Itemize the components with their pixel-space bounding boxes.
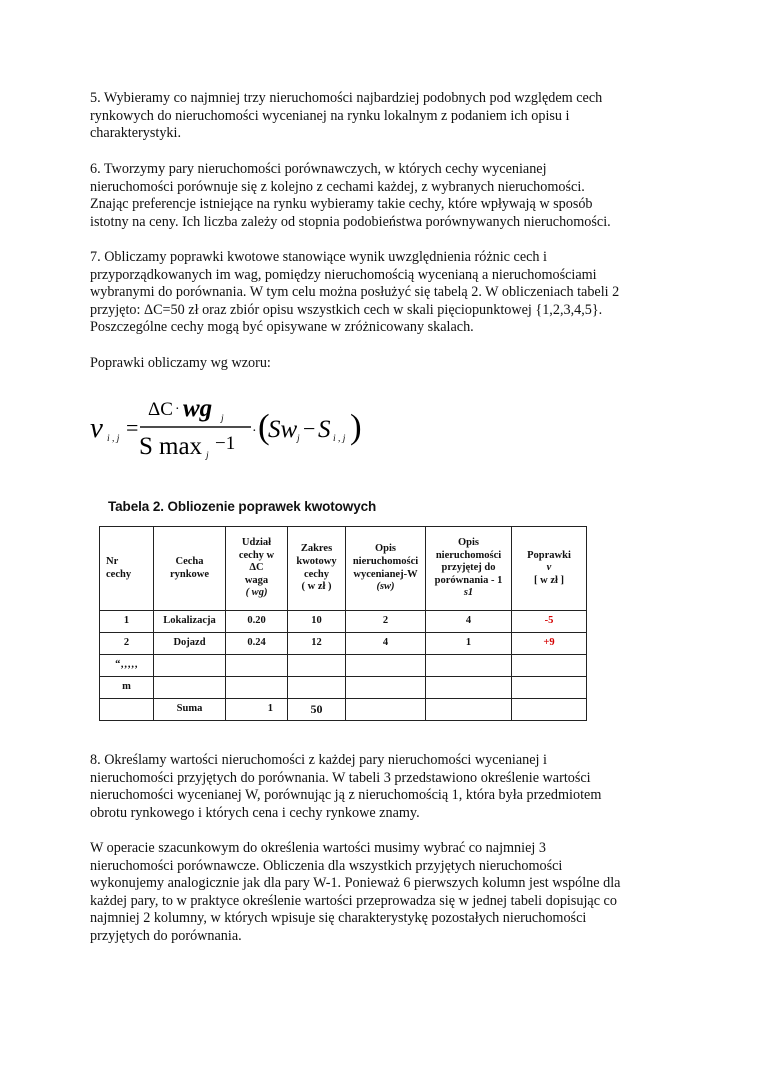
cell-waga [226, 677, 288, 699]
formula-paren-close: ) [350, 407, 362, 446]
cell-s1: 1 [426, 633, 512, 655]
formula-wg: wg [183, 395, 213, 422]
table-row [100, 677, 587, 699]
cell-nr: “‚‚‚‚‚ [100, 655, 154, 677]
cell-s1 [426, 677, 512, 699]
cell-poprawka: -5 [512, 611, 587, 633]
cell-sw [346, 699, 426, 721]
cell-suma-waga: 1 [226, 699, 288, 721]
cell-cecha [154, 677, 226, 699]
header-opis-przyjetej: Opis nieruchomości przyjętej do porównania - 1 s1 [426, 527, 512, 611]
formula-v-sub: i , j [107, 434, 120, 444]
formula [90, 392, 390, 462]
formula-minus-one: −1 [215, 433, 236, 454]
formula-s: S [139, 433, 153, 460]
table-header-row [100, 527, 587, 611]
paragraph-step-5: 5. Wybieramy co najmniej trzy nieruchomości najbardziej podobnych pod względem cech rynkowych do nieruchomości wycenianej na rynku lokalnym z podaniem ich opisu i charakterystyki. [90, 90, 603, 142]
cell-poprawka [512, 677, 587, 699]
table-row [100, 655, 587, 677]
formula-paren-open: ( [258, 407, 270, 446]
formula-s-ij: S [318, 416, 331, 443]
table-title: Tabela 2. Obliozenie poprawek kwotowych [108, 499, 377, 514]
header-cecha-rynkowe: Cecha rynkowe [154, 527, 226, 611]
formula-dot-2: · [252, 424, 257, 439]
table-row-sum [100, 699, 587, 721]
formula-intro: Poprawki obliczamy wg wzoru: [90, 355, 271, 371]
formula-max-sub: j [206, 451, 209, 461]
cell-poprawka [512, 699, 587, 721]
cell-sw [346, 677, 426, 699]
table-row [100, 633, 587, 655]
formula-dot-1: · [175, 402, 180, 417]
cell-cecha: Dojazd [154, 633, 226, 655]
paragraph-step-6: 6. Tworzymy pary nieruchomości porównawczych, w których cechy wycenianej nieruchomości porównuje się z kolejno z cechami każdej, z wybranych nieruchomości. Znając preferencje istniejące na rynku wybieramy takie cechy, które wpływają w sposób istotny na ceny. Ich liczba zależy od stopnia podobieństwa porównywanych nieruchomości. [90, 161, 611, 230]
header-nr-cechy: Nr cechy [100, 527, 154, 611]
header-opis-wycenianej: Opis nieruchomości wycenianej-W (sw) [346, 527, 426, 611]
formula-sw: Sw [268, 416, 298, 443]
cell-nr [100, 699, 154, 721]
table-row [100, 611, 587, 633]
cell-waga: 0.24 [226, 633, 288, 655]
cell-poprawka: +9 [512, 633, 587, 655]
header-udzial: Udział cechy w ΔC waga ( wg) [226, 527, 288, 611]
cell-cecha [154, 655, 226, 677]
formula-v: v [90, 412, 103, 444]
formula-minus: − [303, 416, 316, 441]
formula-equals: = [126, 415, 139, 440]
cell-zakres: 10 [288, 611, 346, 633]
cell-sw: 2 [346, 611, 426, 633]
formula-delta-c: ΔC [148, 399, 173, 420]
header-zakres: Zakres kwotowy cechy ( w zł ) [288, 527, 346, 611]
formula-wg-sub: j [221, 414, 224, 424]
formula-s-ij-sub: i , j [333, 434, 346, 444]
cell-nr: 2 [100, 633, 154, 655]
paragraph-operat: W operacie szacunkowym do określenia wartości musimy wybrać co najmniej 3 nieruchomości porównawcze. Obliczenia dla wszystkich przyjętych nieruchomości wykonujemy analogicznie jak dla pary W-1. Ponieważ 6 pierwszych kolumn jest wspólne dla każdej pary, to w praktyce określenie wartości przeprowadza się w jednej tabeli dopisując co najmniej 2 kolumny, w których wpisuje się charakterystykę pozostałych nieruchomości przyjętych do porównania. [90, 840, 621, 944]
cell-waga [226, 655, 288, 677]
cell-waga: 0.20 [226, 611, 288, 633]
cell-nr: m [100, 677, 154, 699]
header-poprawki: Poprawki v [ w zł ] [512, 527, 587, 611]
table-2 [99, 526, 587, 721]
paragraph-step-7: 7. Obliczamy poprawki kwotowe stanowiące wynik uwzględnienia różnic cech i przyporządkowanych im wag, pomiędzy nieruchomością wycenianą a nieruchomościami wybranymi do porównania. W tym celu można posłużyć się tabelą 2. W obliczeniach tabeli 2 przyjęto: ΔC=50 zł oraz zbiór opisu wszystkich cech w skali pięciopunktowej {1,2,3,4,5}. Poszczególne cechy mogą być opisywane w zróżnicowany skalach. [90, 249, 620, 336]
cell-s1: 4 [426, 611, 512, 633]
cell-zakres [288, 655, 346, 677]
cell-s1 [426, 699, 512, 721]
cell-nr: 1 [100, 611, 154, 633]
cell-suma-label: Suma [154, 699, 226, 721]
cell-sw: 4 [346, 633, 426, 655]
cell-zakres [288, 677, 346, 699]
cell-suma-zakres: 50 [288, 699, 346, 721]
formula-sw-sub: j [297, 434, 300, 444]
cell-zakres: 12 [288, 633, 346, 655]
cell-cecha: Lokalizacja [154, 611, 226, 633]
paragraph-step-8: 8. Określamy wartości nieruchomości z każdej pary nieruchomości wycenianej i nieruchomości przyjętych do porównania. W tabeli 3 przedstawiono określenie wartości nieruchomości wycenianej W, porównując ją z nieruchomością 1, która była przedmiotem obrotu rynkowego i których cena i cechy rynkowe znamy. [90, 752, 602, 821]
cell-sw [346, 655, 426, 677]
cell-poprawka [512, 655, 587, 677]
cell-s1 [426, 655, 512, 677]
formula-max: max [159, 433, 203, 460]
